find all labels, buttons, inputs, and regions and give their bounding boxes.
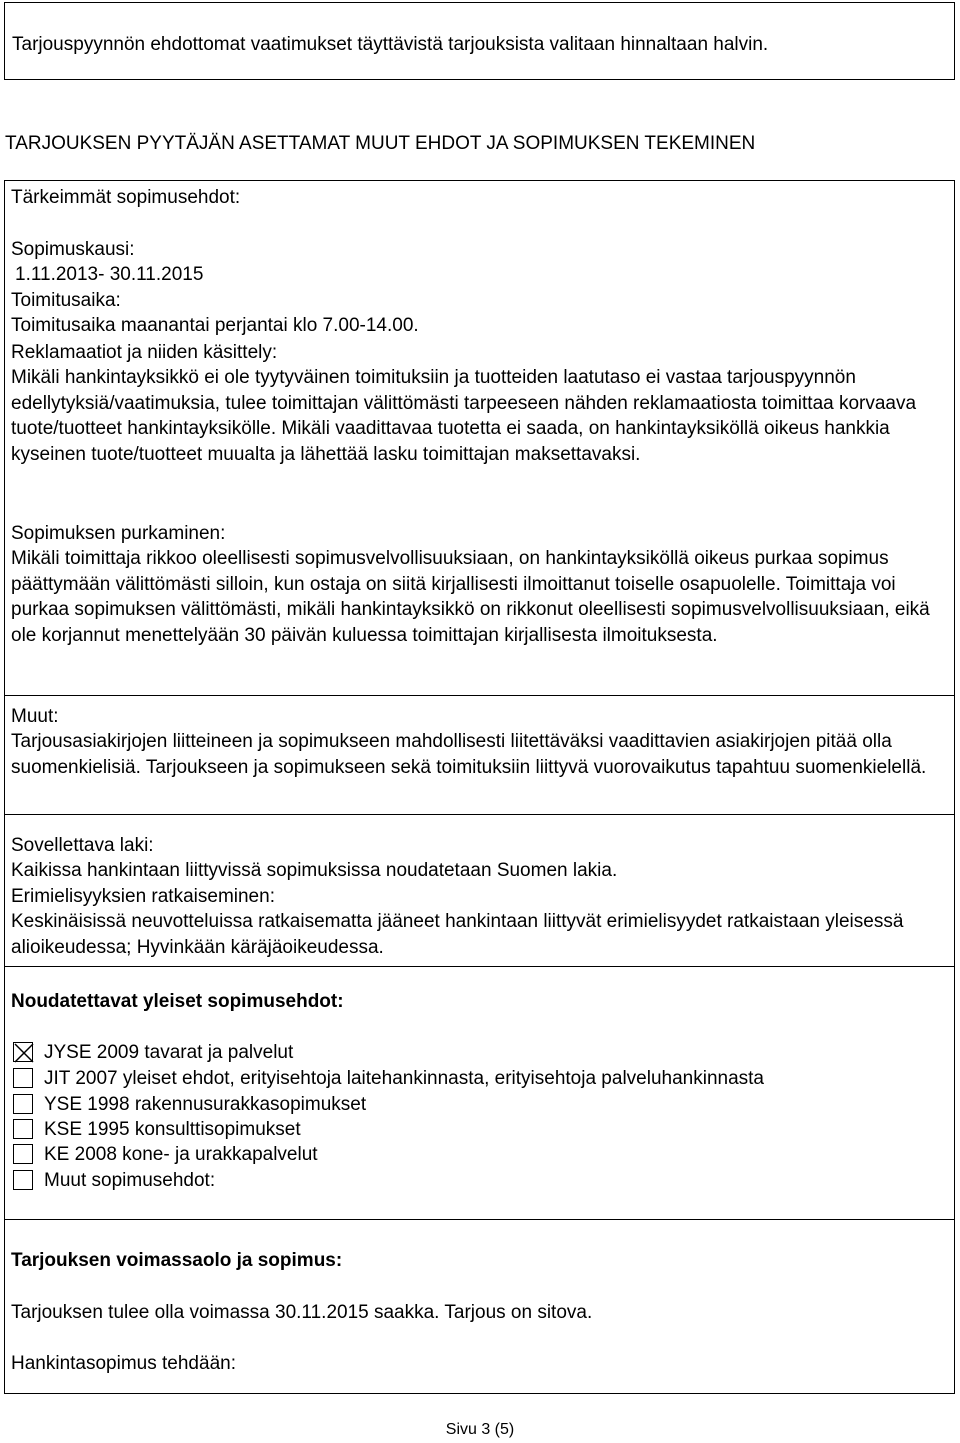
general-terms-title: Noudatettavat yleiset sopimusehdot: — [11, 991, 344, 1012]
checkbox-checked[interactable] — [13, 1042, 33, 1062]
law-label: Sovellettava laki: — [11, 835, 154, 856]
contract-made-label: Hankintasopimus tehdään: — [11, 1353, 236, 1374]
complaints-label: Reklamaatiot ja niiden käsittely: — [11, 342, 278, 363]
check-cross-icon — [14, 1043, 34, 1063]
page-number: Sivu 3 (5) — [445, 1421, 515, 1438]
option-label: KE 2008 kone- ja urakkapalvelut — [44, 1144, 318, 1165]
checkbox-unchecked[interactable] — [13, 1068, 33, 1088]
lowest-price-statement: Tarjouspyynnön ehdottomat vaatimukset täyttävistä tarjouksista valitaan hinnaltaan halvin. — [12, 34, 769, 55]
delivery-time-value: Toimitusaika maanantai perjantai klo 7.00-14.00. — [11, 315, 419, 336]
other-text: Tarjousasiakirjojen liitteineen ja sopimukseen mahdollisesti liitettäväksi vaadittavien asiakirjojen pitää olla suomenkielisiä. Tarjoukseen ja sopimukseen sekä toimituksiin liittyvä vuorovaikutus tapahtuu suomenkielellä. — [11, 731, 927, 778]
option-label: JIT 2007 yleiset ehdot, erityisehtoja laitehankinnasta, erityisehtoja palveluhankinnasta — [44, 1068, 764, 1089]
delivery-time-label: Toimitusaika: — [11, 290, 121, 311]
law-box — [4, 814, 955, 967]
dispute-label: Erimielisyyksien ratkaiseminen: — [11, 886, 275, 907]
termination-label: Sopimuksen purkaminen: — [11, 523, 226, 544]
checkbox-unchecked[interactable] — [13, 1144, 33, 1164]
other-terms-box — [4, 695, 955, 815]
other-label: Muut: — [11, 706, 59, 727]
main-terms-title: Tärkeimmät sopimusehdot: — [11, 187, 241, 208]
termination-text: Mikäli toimittaja rikkoo oleellisesti sopimusvelvollisuuksiaan, on hankintayksiköllä oikeus purkaa sopimus päättymään välittömästi silloin, kun ostaja on siitä kirjallisesti ilmoittanut toiselle osapuolelle. Toimittaja voi purkaa sopimuksen välittömästi, mikäli hankintayksikkö on rikkonut oleellisesti sopimusvelvollisuuksiaan, eikä ole korjannut menettelyään 30 päivän kuluessa toimittajan kirjallisesta ilmoituksesta. — [11, 548, 930, 646]
dispute-text: Keskinäisissä neuvotteluissa ratkaisematta jääneet hankintaan liittyvät erimielisyydet ratkaistaan yleisessä alioikeudessa; Hyvinkään käräjäoikeudessa. — [11, 911, 904, 958]
contract-period-label: Sopimuskausi: — [11, 239, 135, 260]
validity-text: Tarjouksen tulee olla voimassa 30.11.2015 saakka. Tarjous on sitova. — [11, 1302, 593, 1323]
option-label: YSE 1998 rakennusurakkasopimukset — [44, 1094, 367, 1115]
checkbox-unchecked[interactable] — [13, 1094, 33, 1114]
section-heading: TARJOUKSEN PYYTÄJÄN ASETTAMAT MUUT EHDOT JA SOPIMUKSEN TEKEMINEN — [5, 133, 756, 154]
option-label: KSE 1995 konsulttisopimukset — [44, 1119, 301, 1140]
validity-title: Tarjouksen voimassaolo ja sopimus: — [11, 1250, 343, 1271]
checkbox-unchecked[interactable] — [13, 1119, 33, 1139]
contract-period-value: 1.11.2013- 30.11.2015 — [15, 264, 204, 285]
main-terms-box — [4, 180, 955, 696]
validity-box — [4, 1219, 955, 1394]
law-text: Kaikissa hankintaan liittyvissä sopimuksissa noudatetaan Suomen lakia. — [11, 860, 618, 881]
option-label: JYSE 2009 tavarat ja palvelut — [44, 1042, 294, 1063]
option-label: Muut sopimusehdot: — [44, 1170, 216, 1191]
checkbox-unchecked[interactable] — [13, 1170, 33, 1190]
complaints-text: Mikäli hankintayksikkö ei ole tyytyväinen toimituksiin ja tuotteiden laatutaso ei vastaa tarjouspyynnön edellytyksiä/vaatimuksia, tulee toimittajan välittömästi tarpeeseen nähden reklamaatiosta toimittaa korvaava tuote/tuotteet hankintayksikölle. Mikäli vaadittavaa tuotetta ei saada, on hankintayksiköllä oikeus hankkia kyseinen tuote/tuotteet muualta ja lähettää lasku toimittajan maksettavaksi. — [11, 367, 917, 465]
requirements-box — [4, 2, 955, 80]
